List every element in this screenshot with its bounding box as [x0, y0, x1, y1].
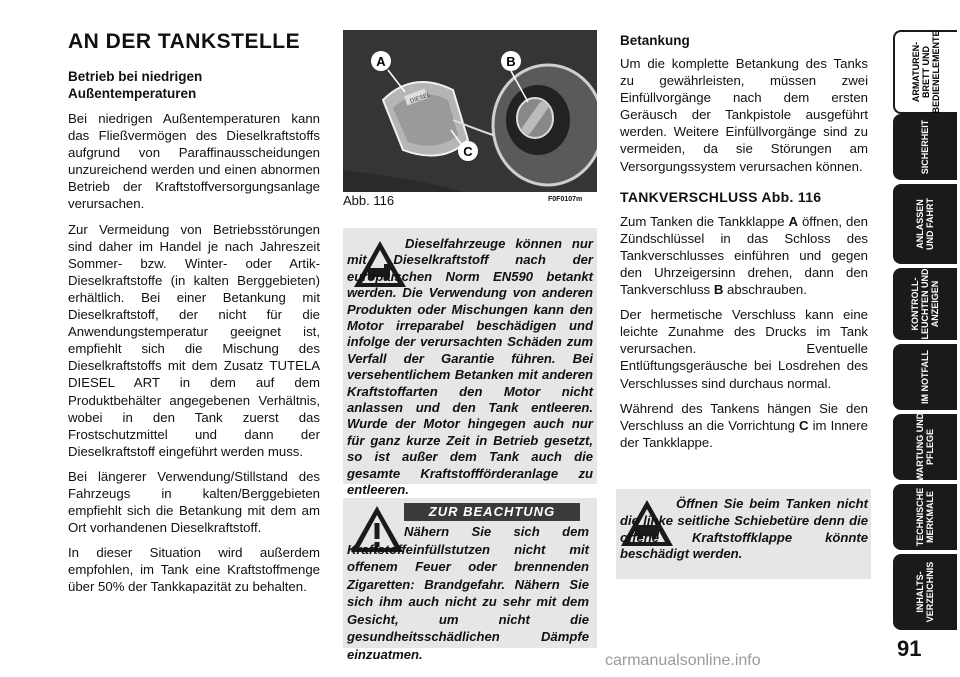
watermark: carmanualsonline.info: [605, 652, 761, 669]
tab-label: TECHNISCHE MERKMALE: [915, 487, 935, 547]
figure-label-c: C: [463, 144, 473, 159]
tab-label: INHALTS- VERZEICHNIS: [915, 561, 935, 623]
paragraph-refuel: Um die komplette Betankung des Tanks zu gewährleisten, müssen zwei Einfüllvorgänge nach dem ersten Geräusch der Tankpistole ausgeführt werden. Weitere Einfüllvorgänge sind zu vermeiden, da sie Störungen am Versorgungssystem verursachen können.: [620, 56, 868, 174]
subtitle-low-temperature: Betrieb bei niedrigen Außentemperaturen: [68, 69, 203, 101]
page-title: AN DER TANKSTELLE: [68, 30, 301, 53]
paragraph: Zur Vermeidung von Betriebsstörungen sind daher im Handel je nach Jahreszeit Sommer- bzw. Winter- oder Artik-Dieselkraftstoffe (in kalten Berggebieten) erhältlich. Bei einer Betankung mit Dieselkraftstoff, der nicht für die Anwendungstemperatur geeignet ist, empfiehlt sich die Mischung des Dieselkraftstoffs mit dem Zusatz TUTELA DIESEL ART in dem auf dem Produktbehälter angegebenen Verhältnis, wobei in den Tank zuerst das Frostschutzmittel und dann der Dieselkraftstoff eingeführt werden muss.: [68, 221, 320, 459]
figure-label-b: B: [506, 54, 516, 69]
tab-sicherheit[interactable]: [893, 114, 957, 180]
page-number: 91: [897, 636, 922, 661]
ref-b: B: [713, 282, 724, 298]
figure-code: F0F0107m: [548, 196, 583, 203]
fuel-cap-figure: [343, 30, 597, 192]
tab-anlassen[interactable]: [893, 184, 957, 264]
heading-refuel: Betankung: [620, 33, 690, 48]
tab-wartung[interactable]: [893, 414, 957, 480]
paragraph: Bei niedrigen Außentemperaturen kann das Fließvermögen des Dieselkraftstoffs aufgrund von Paraffinausscheidungen unzureichend werden und einen abnormen Betrieb der Kraftstoffversorgungsanlage verursachen.: [68, 111, 320, 212]
paragraph: Bei längerer Verwendung/Stillstand des Fahrzeugs in kalten/Berggebieten empfiehlt sich die Betankung mit dem am Ort vorhandenen Dieselkraftstoff.: [68, 468, 320, 536]
text-span: Zum Tanken die Tankklappe: [620, 213, 789, 229]
tab-label: KONTROLL- LEUCHTEN UND ANZEIGEN: [910, 268, 940, 340]
figure-label-a: A: [376, 54, 386, 69]
notice-title: ZUR BEACHTUNG: [404, 503, 580, 521]
side-door-warning-text: Öffnen Sie beim Tanken nicht die linke seitliche Schiebetüre denn die offene Kraftstoffklappe könnte beschädigt werden.: [620, 496, 868, 562]
notice-text: Nähern Sie sich dem Kraftstoffeinfüllstutzen nicht mit offenem Feuer oder brennenden Zigaretten: Brandgefahr. Nähern Sie sich ihm auch nicht zu sehr mit dem Gesicht, um nicht die gesundheitsschädlichen Dämpfe einzuatmen.: [347, 524, 589, 662]
text-span: Während des Tankens hängen Sie den Verschluss an die Vorrichtung: [620, 400, 868, 433]
figure-caption: Abb. 116: [343, 193, 395, 208]
tab-label: WARTUNG UND PFLEGE: [915, 412, 935, 482]
heading-fuel-cap: TANKVERSCHLUSS Abb. 116: [620, 188, 822, 205]
paragraph-cap-1: [620, 213, 868, 298]
paragraph: In dieser Situation wird außerdem empfohlen, im Tank eine Kraftstoffmenge über 50% der Tankkapazität zu behalten.: [68, 545, 320, 595]
tab-im-notfall[interactable]: [893, 344, 957, 410]
tab-label: ARMATUREN- BRETT UND BEDIENELEMENTE: [911, 30, 941, 114]
paragraph-cap-3: [620, 400, 868, 451]
tab-label: SICHERHEIT: [920, 119, 930, 175]
cap-diesel-label: DIESEL: [409, 92, 432, 106]
side-door-warning-box: [616, 489, 871, 579]
text-span: abschrauben.: [723, 282, 807, 298]
ref-c: C: [799, 417, 809, 433]
right-column: [620, 32, 868, 459]
tab-label: ANLASSEN UND FAHRT: [915, 198, 935, 250]
ref-a: A: [788, 213, 799, 229]
tab-inhaltsverzeichnis[interactable]: [893, 554, 957, 630]
text-span: öffnen, den Zündschlüssel in das Schloss des Tankverschlusses einführen und gegen den Uhrzeigersinn drehen, dann den Tankverschluss: [620, 213, 869, 298]
tab-kontrollleuchten[interactable]: [893, 268, 957, 340]
fuel-cap-illustration: [343, 30, 597, 192]
paragraph-cap-2: Der hermetische Verschluss kann eine leichte Zunahme des Drucks im Tank verursachen. Eventuelle Entlüftungsgeräusche bei Losdrehen des Verschlusses sind durchaus normal.: [620, 307, 868, 391]
left-column: [68, 68, 320, 604]
diesel-warning-box: [343, 228, 597, 498]
text-span: im Innere der Tankklappe.: [620, 417, 868, 450]
diesel-warning-text: Dieselfahrzeuge können nur mit Dieselkraftstoff nach der europäischen Norm EN590 betankt werden. Die Verwendung von anderen Produkten oder Mischungen kann den Motor irreparabel beschädigen und infolge der verursachten Schäden zum Verfall der Garantie führen. Bei versehentlichem Betanken mit anderen Kraftstoffarten den Motor nicht anlassen und den Tank entleeren. Wurde der Motor hingegen auch nur für ganz kurze Zeit in Betrieb gesetzt, so ist außer dem Tank auch die gesamte Kraftstoffförderanlage zu entleeren.: [347, 236, 593, 498]
tab-technische-merkmale[interactable]: [893, 484, 957, 550]
tab-label: IM NOTFALL: [920, 350, 930, 404]
